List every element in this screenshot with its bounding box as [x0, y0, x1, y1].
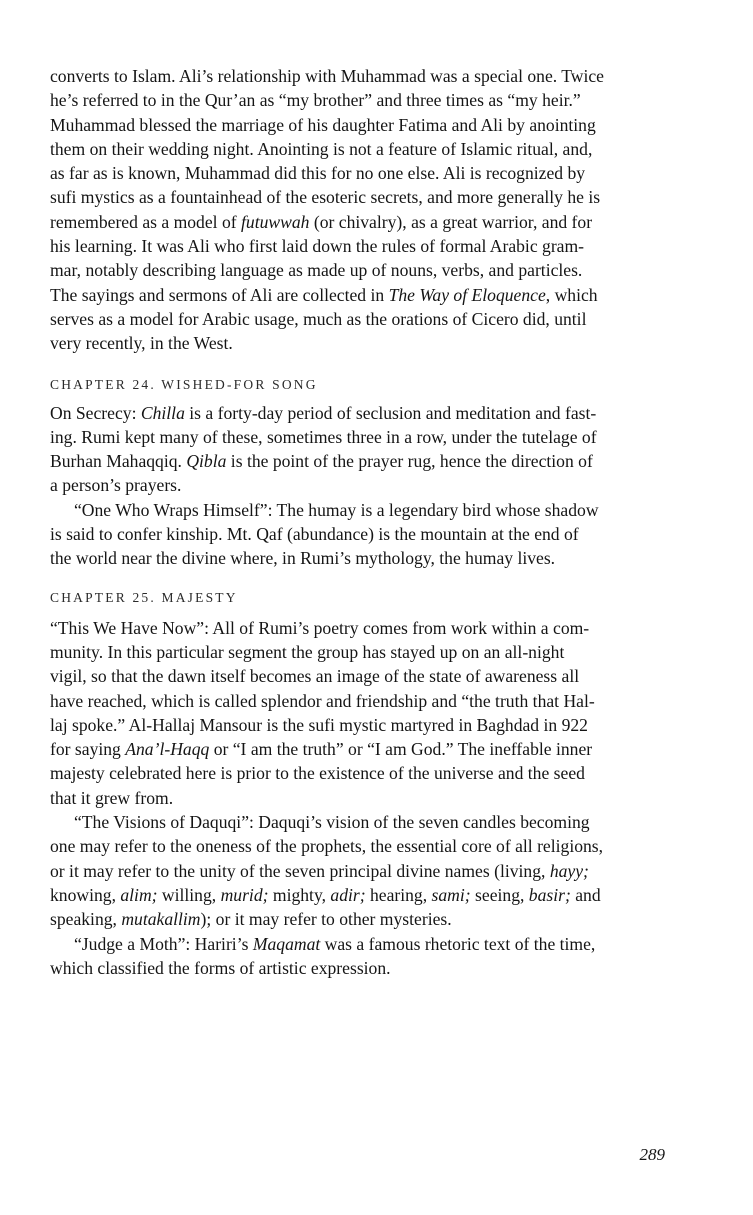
- chapter-24-notes: [50, 401, 710, 571]
- text-line: [50, 64, 710, 88]
- text-line: [50, 834, 710, 858]
- text-run: as far as is known, Muhammad did this for no one else. Ali is recognized by: [50, 163, 586, 184]
- italic-term: The Way of Eloquence: [388, 284, 546, 305]
- text-line: [50, 907, 710, 931]
- text-run: or “I am the truth” or “I am God.” The ineffable inner: [209, 739, 593, 760]
- text-run: “One Who Wraps Himself”: The humay is a legendary bird whose shadow: [74, 499, 599, 520]
- text-line: [50, 932, 710, 956]
- text-line: [50, 113, 710, 137]
- page-number: 289: [639, 1145, 665, 1164]
- text-run: remembered as a model of: [50, 211, 242, 232]
- text-run: converts to Islam. Ali’s relationship with Muhammad was a special one. Twice: [50, 66, 604, 86]
- text-line: [50, 689, 710, 713]
- text-run: very recently, in the West.: [50, 333, 233, 354]
- text-run: is said to confer kinship. Mt. Qaf (abundance) is the mountain at the end of: [50, 524, 579, 545]
- text-line: [50, 640, 710, 664]
- text-line: [50, 761, 710, 785]
- text-run: hearing,: [365, 884, 432, 905]
- text-run: Muhammad blessed the marriage of his daughter Fatima and Ali by anointing: [50, 114, 596, 135]
- italic-term: basir;: [528, 884, 571, 905]
- intro-paragraph: [50, 64, 710, 356]
- italic-term: mutakallim: [121, 909, 201, 930]
- text-run: willing,: [157, 884, 221, 905]
- text-line: [50, 425, 710, 449]
- chapter-24-heading: CHAPTER 24. WISHED-FOR SONG: [50, 376, 318, 392]
- text-run: seeing,: [470, 884, 529, 905]
- text-line: [50, 786, 710, 810]
- text-line: [50, 546, 710, 570]
- text-line: [50, 234, 710, 258]
- text-line: [50, 137, 710, 161]
- text-run: “Judge a Moth”: Hariri’s: [74, 933, 253, 954]
- text-line: [50, 883, 710, 907]
- italic-term: sami;: [431, 884, 471, 905]
- text-run: ing. Rumi kept many of these, sometimes three in a row, under the tutelage of: [50, 426, 597, 447]
- text-line: [50, 331, 710, 355]
- text-run: munity. In this particular segment the group has stayed up on an all-night: [50, 641, 565, 662]
- text-run: On Secrecy:: [50, 402, 141, 423]
- text-line: [50, 283, 710, 307]
- text-line: [50, 161, 710, 185]
- text-run: for saying: [50, 739, 126, 760]
- text-run: he’s referred to in the Qur’an as “my brother” and three times as “my heir.”: [50, 90, 581, 111]
- text-run: was a famous rhetoric text of the time,: [320, 933, 596, 954]
- text-run: a person’s prayers.: [50, 475, 182, 496]
- text-line: [50, 88, 710, 112]
- text-line: [50, 449, 710, 473]
- text-run: the world near the divine where, in Rumi’s mythology, the humay lives.: [50, 548, 556, 569]
- text-line: [50, 258, 710, 282]
- italic-term: Qibla: [186, 451, 227, 472]
- italic-term: alim;: [120, 884, 158, 905]
- text-run: one may refer to the oneness of the prophets, the essential core of all religions,: [50, 836, 604, 857]
- text-run: mighty,: [268, 884, 331, 905]
- italic-term: Chilla: [140, 402, 185, 423]
- text-run: and: [570, 884, 601, 905]
- text-run: “The Visions of Daquqi”: Daquqi’s vision of the seven candles becoming: [74, 812, 590, 833]
- text-line: [50, 307, 710, 331]
- text-run: , which: [545, 284, 598, 305]
- text-line: [50, 810, 710, 834]
- text-line: [50, 498, 710, 522]
- text-line: [50, 616, 710, 640]
- text-run: Burhan Mahaqqiq.: [50, 451, 187, 472]
- text-line: [50, 473, 710, 497]
- italic-term: futuwwah: [241, 211, 310, 232]
- text-run: ); or it may refer to other mysteries.: [200, 909, 452, 930]
- text-run: is the point of the prayer rug, hence the direction of: [226, 451, 593, 472]
- text-run: is a forty-day period of seclusion and meditation and fast-: [184, 402, 597, 423]
- text-run: or it may refer to the unity of the seven principal divine names (living,: [50, 860, 550, 881]
- text-run: “This We Have Now”: All of Rumi’s poetry comes from work within a com-: [50, 617, 590, 638]
- italic-term: Ana’l-Haqq: [125, 739, 210, 760]
- text-run: his learning. It was Ali who first laid down the rules of formal Arabic gram-: [50, 236, 585, 257]
- chapter-25-notes: [50, 616, 710, 980]
- text-run: that it grew from.: [50, 787, 174, 808]
- text-line: [50, 401, 710, 425]
- italic-term: Maqamat: [252, 933, 321, 954]
- italic-term: hayy;: [549, 860, 589, 881]
- text-line: [50, 737, 710, 761]
- text-run: The sayings and sermons of Ali are collected in: [50, 284, 389, 305]
- page-body: [50, 64, 710, 980]
- text-run: speaking,: [50, 909, 122, 930]
- italic-term: adir;: [330, 884, 366, 905]
- text-line: [50, 185, 710, 209]
- text-run: them on their wedding night. Anointing is not a feature of Islamic ritual, and,: [50, 138, 593, 159]
- text-line: [50, 210, 710, 234]
- text-run: knowing,: [50, 884, 121, 905]
- text-line: [50, 522, 710, 546]
- text-run: sufi mystics as a fountainhead of the esoteric secrets, and more generally he is: [50, 187, 601, 208]
- text-run: (or chivalry), as a great warrior, and for: [309, 211, 593, 232]
- text-line: [50, 956, 710, 980]
- text-run: laj spoke.” Al-Hallaj Mansour is the sufi mystic martyred in Baghdad in 922: [50, 714, 588, 735]
- text-line: [50, 859, 710, 883]
- italic-term: murid;: [220, 884, 269, 905]
- text-line: [50, 713, 710, 737]
- text-run: vigil, so that the dawn itself becomes an image of the state of awareness all: [50, 666, 580, 687]
- text-line: [50, 664, 710, 688]
- text-run: serves as a model for Arabic usage, much as the orations of Cicero did, until: [50, 308, 587, 329]
- chapter-25-heading: CHAPTER 25. MAJESTY: [50, 589, 238, 605]
- text-run: mar, notably describing language as made up of nouns, verbs, and particles.: [50, 260, 583, 281]
- text-run: majesty celebrated here is prior to the existence of the universe and the seed: [50, 763, 585, 784]
- text-run: have reached, which is called splendor and friendship and “the truth that Hal-: [50, 690, 595, 711]
- text-run: which classified the forms of artistic expression.: [50, 957, 391, 978]
